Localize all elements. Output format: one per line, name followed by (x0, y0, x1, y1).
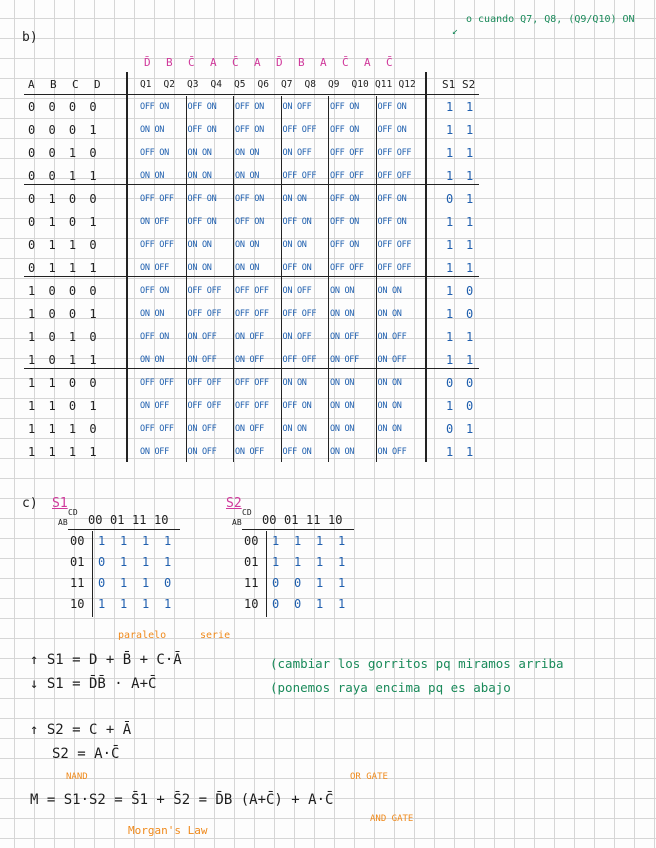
input-bits: 1 1 0 1 (28, 399, 100, 413)
annotation-paralelo: paralelo (118, 630, 167, 641)
q-state-pair: OFF OFF (140, 194, 174, 204)
kmap-row-header: 10 (70, 597, 85, 611)
s2-value: 1 (466, 422, 474, 436)
kmap-cell: 1 (98, 534, 106, 548)
q-state-pair: ON ON (187, 263, 212, 273)
kmap-cell: 1 (98, 597, 106, 611)
q-state-pair: ON OFF (235, 332, 264, 342)
kmap-col-header: 00 (88, 513, 103, 527)
top-label: C̄ (232, 56, 239, 69)
q-state-pair: ON ON (140, 309, 165, 319)
q-state-pair: OFF OFF (330, 148, 364, 158)
q-state-pair: OFF OFF (282, 355, 317, 365)
q-state-pair: ON ON (235, 263, 260, 273)
q-state-pair: OFF OFF (187, 309, 222, 319)
q-header: Q3 (187, 79, 199, 90)
kmap-row-header: 00 (244, 534, 259, 548)
q-state-pair: OFF ON (282, 401, 312, 411)
s1-value: 0 (446, 422, 454, 436)
kmap-cell: 0 (294, 597, 302, 611)
equation-s1-down: ↓ S1 = D̄B̄ · A+C̄ (30, 676, 157, 692)
input-bits: 1 1 0 0 (28, 376, 100, 390)
q-column-divider (233, 96, 234, 462)
q-header: Q9 (328, 79, 340, 90)
input-bits: 0 1 0 0 (28, 192, 100, 206)
s2-value: 0 (466, 399, 474, 413)
note-line-2: (ponemos raya encima pq es abajo (270, 680, 511, 695)
q-state-pair: OFF ON (330, 194, 359, 204)
q-state-pair: ON ON (235, 148, 260, 158)
kmap-col-header: 01 (284, 513, 299, 527)
q-state-pair: OFF ON (235, 217, 264, 227)
q-state-pair: OFF OFF (282, 125, 317, 135)
kmap-header-rule (68, 529, 180, 530)
q-state-pair: ON OFF (187, 447, 217, 457)
kmap-cell: 1 (338, 576, 346, 590)
q-column-divider (328, 96, 329, 462)
q-state-pair: ON ON (282, 424, 307, 434)
s2-value: 1 (466, 215, 474, 229)
q-state-pair: OFF OFF (187, 401, 222, 411)
kmap-cell: 1 (338, 555, 346, 569)
q-state-pair: ON OFF (377, 332, 407, 342)
kmap-cell: 1 (316, 597, 324, 611)
s1-value: 1 (446, 261, 454, 275)
q-header: Q11 (375, 79, 393, 90)
arrow-icon: ↙ (452, 26, 459, 37)
input-bits: 0 1 1 1 (28, 261, 100, 275)
input-header: D (94, 78, 101, 91)
top-label: A (254, 56, 261, 69)
q-state-pair: OFF ON (282, 217, 312, 227)
q-state-pair: ON OFF (330, 355, 359, 365)
input-bits: 0 1 1 0 (28, 238, 100, 252)
q-header: Q12 (398, 79, 416, 90)
q-state-pair: OFF OFF (140, 378, 174, 388)
q-state-pair: OFF ON (140, 332, 169, 342)
annotation-and-gate: AND GATE (370, 814, 414, 824)
kmap-col-header: 11 (306, 513, 321, 527)
q-state-pair: OFF ON (187, 194, 217, 204)
equation-m: M = S1·S2 = S̄1 + S̄2 = D̄B (A+C̄) + A·C̄ (30, 792, 334, 808)
output-header: S2 (462, 78, 476, 91)
q-state-pair: ON ON (187, 171, 212, 181)
table-input-divider (126, 72, 128, 462)
kmap-corner-ab: AB (232, 518, 242, 527)
equation-s2-up: ↑ S2 = C + Ā (30, 722, 132, 738)
kmap-col-header: 10 (328, 513, 343, 527)
s1-value: 1 (446, 284, 454, 298)
q-state-pair: ON OFF (187, 355, 217, 365)
s2-value: 1 (466, 330, 474, 344)
q-state-pair: OFF ON (187, 125, 217, 135)
q-state-pair: ON OFF (187, 332, 217, 342)
note-line-1: (cambiar los gorritos pq miramos arriba (270, 656, 564, 671)
q-column-divider (186, 96, 187, 462)
q-state-pair: ON ON (377, 401, 402, 411)
kmap-row-header: 10 (244, 597, 259, 611)
kmap-cell: 0 (164, 576, 172, 590)
q-header: Q7 (281, 79, 293, 90)
input-header: A (28, 78, 35, 91)
q-state-pair: ON ON (282, 378, 307, 388)
s1-value: 1 (446, 123, 454, 137)
q-state-pair: ON OFF (187, 424, 217, 434)
section-b-label: b) (22, 30, 38, 45)
s2-value: 1 (466, 146, 474, 160)
q-state-pair: OFF ON (140, 102, 169, 112)
q-state-pair: OFF ON (377, 194, 407, 204)
q-state-pair: ON OFF (235, 355, 264, 365)
kmap-cell: 1 (316, 534, 324, 548)
q-state-pair: OFF ON (330, 125, 359, 135)
q-state-pair: OFF ON (235, 102, 264, 112)
s2-value: 0 (466, 307, 474, 321)
q-state-pair: OFF ON (140, 286, 169, 296)
q-state-pair: OFF ON (187, 102, 217, 112)
q-state-pair: ON ON (140, 125, 165, 135)
s1-value: 1 (446, 215, 454, 229)
top-label: A (364, 56, 371, 69)
q-state-pair: ON OFF (282, 286, 312, 296)
q-state-pair: OFF OFF (330, 171, 364, 181)
q-state-pair: ON ON (377, 424, 402, 434)
input-bits: 1 0 1 1 (28, 353, 100, 367)
q-state-pair: ON ON (235, 240, 260, 250)
s1-value: 1 (446, 169, 454, 183)
top-label: A (210, 56, 217, 69)
q-column-divider (376, 96, 377, 462)
q-state-pair: ON ON (377, 286, 402, 296)
q-state-pair: OFF ON (330, 240, 359, 250)
kmap-cell: 0 (98, 555, 106, 569)
q-state-pair: OFF OFF (235, 286, 269, 296)
q-state-pair: ON ON (330, 401, 355, 411)
kmap-cell: 1 (164, 555, 172, 569)
kmap-title: S2 (226, 496, 242, 511)
top-label: C̄ (188, 56, 195, 69)
kmap-side-rule (92, 531, 93, 617)
input-bits: 0 0 1 1 (28, 169, 100, 183)
top-label: A (320, 56, 327, 69)
q-state-pair: OFF ON (330, 102, 359, 112)
q-state-pair: OFF OFF (282, 171, 317, 181)
q-header: Q5 (234, 79, 246, 90)
s2-value: 0 (466, 284, 474, 298)
q-header: Q10 (351, 79, 369, 90)
s1-value: 0 (446, 192, 454, 206)
input-header: B (50, 78, 57, 91)
input-bits: 1 0 0 0 (28, 284, 100, 298)
q-state-pair: ON ON (330, 286, 355, 296)
q-state-pair: OFF OFF (282, 309, 317, 319)
s1-value: 1 (446, 238, 454, 252)
s1-value: 1 (446, 330, 454, 344)
section-c-label: c) (22, 496, 38, 511)
table-output-divider (425, 72, 427, 462)
q-state-pair: OFF OFF (377, 263, 412, 273)
kmap-cell: 1 (338, 534, 346, 548)
s2-value: 0 (466, 376, 474, 390)
q-header: Q6 (257, 79, 269, 90)
q-state-pair: OFF OFF (377, 171, 412, 181)
q-state-pair: ON ON (330, 424, 355, 434)
q-header: Q2 (163, 79, 175, 90)
q-state-pair: OFF OFF (377, 240, 412, 250)
s1-value: 1 (446, 307, 454, 321)
output-header: S1 (442, 78, 456, 91)
top-label: B (166, 56, 173, 69)
s2-value: 1 (466, 100, 474, 114)
q-column-divider (281, 96, 282, 462)
q-state-pair: OFF OFF (235, 401, 269, 411)
q-state-pair: OFF OFF (187, 378, 222, 388)
annotation-or-gate: OR GATE (350, 772, 388, 782)
q-state-pair: OFF OFF (330, 263, 364, 273)
s1-value: 0 (446, 376, 454, 390)
q-state-pair: ON ON (140, 355, 165, 365)
q-state-pair: ON OFF (377, 355, 407, 365)
kmap-row-header: 11 (244, 576, 259, 590)
q-state-pair: OFF ON (235, 125, 264, 135)
input-bits: 1 0 1 0 (28, 330, 100, 344)
q-state-pair: ON ON (330, 447, 355, 457)
top-label: C̄ (342, 56, 349, 69)
input-bits: 0 0 0 0 (28, 100, 100, 114)
q-state-pair: OFF ON (377, 102, 407, 112)
kmap-cell: 1 (316, 576, 324, 590)
q-state-pair: OFF ON (187, 217, 217, 227)
q-header: Q4 (210, 79, 222, 90)
kmap-cell: 1 (120, 576, 128, 590)
equation-s1-up: ↑ S1 = D + B̄ + C·Ā (30, 652, 182, 668)
kmap-row-header: 00 (70, 534, 85, 548)
kmap-cell: 1 (142, 555, 150, 569)
kmap-title: S1 (52, 496, 68, 511)
q-header: Q8 (304, 79, 316, 90)
kmap-corner-cd: CD (68, 508, 78, 517)
s1-value: 1 (446, 445, 454, 459)
kmap-corner-cd: CD (242, 508, 252, 517)
q-state-pair: ON ON (187, 148, 212, 158)
kmap-cell: 0 (294, 576, 302, 590)
table-header-rule (24, 94, 479, 95)
top-label: B (298, 56, 305, 69)
q-state-pair: OFF OFF (235, 309, 269, 319)
q-state-pair: OFF ON (282, 263, 312, 273)
group-rule-2 (24, 276, 479, 277)
q-state-pair: ON OFF (140, 447, 169, 457)
s2-value: 1 (466, 353, 474, 367)
q-state-pair: OFF OFF (377, 148, 412, 158)
top-label: C̄ (386, 56, 393, 69)
q-state-pair: ON OFF (330, 332, 359, 342)
s2-value: 1 (466, 123, 474, 137)
q-state-pair: ON ON (140, 171, 165, 181)
q-state-pair: ON OFF (282, 148, 312, 158)
input-bits: 0 0 0 1 (28, 123, 100, 137)
input-bits: 1 1 1 0 (28, 422, 100, 436)
kmap-cell: 1 (120, 534, 128, 548)
note-annotation: o cuando Q7, Q8, (Q9/Q10) ON (466, 14, 635, 25)
kmap-side-rule (266, 531, 267, 617)
s1-value: 1 (446, 100, 454, 114)
kmap-cell: 1 (272, 534, 280, 548)
q-state-pair: ON OFF (377, 447, 407, 457)
kmap-cell: 0 (272, 597, 280, 611)
group-rule-3 (24, 368, 479, 369)
input-bits: 0 1 0 1 (28, 215, 100, 229)
annotation-nand: NAND (66, 772, 88, 782)
kmap-row-header: 11 (70, 576, 85, 590)
kmap-header-rule (242, 529, 354, 530)
q-state-pair: ON ON (377, 309, 402, 319)
kmap-row-header: 01 (244, 555, 259, 569)
s1-value: 1 (446, 146, 454, 160)
kmap-cell: 1 (164, 534, 172, 548)
q-state-pair: ON OFF (282, 332, 312, 342)
s1-value: 1 (446, 353, 454, 367)
q-state-pair: ON OFF (235, 447, 264, 457)
input-header: C (72, 78, 79, 91)
q-state-pair: ON ON (330, 309, 355, 319)
top-label: D̄ (144, 56, 151, 69)
kmap-cell: 1 (142, 597, 150, 611)
kmap-cell: 1 (142, 576, 150, 590)
kmap-col-header: 10 (154, 513, 169, 527)
q-header: Q1 (140, 79, 152, 90)
q-state-pair: ON ON (377, 378, 402, 388)
q-state-pair: ON ON (282, 194, 307, 204)
q-state-pair: OFF OFF (187, 286, 222, 296)
kmap-cell: 0 (98, 576, 106, 590)
equation-s2-down: S2 = A·C̄ (52, 746, 120, 762)
annotation-serie: serie (200, 630, 231, 641)
kmap-cell: 1 (316, 555, 324, 569)
q-state-pair: OFF ON (377, 125, 407, 135)
group-rule-1 (24, 184, 479, 185)
kmap-cell: 1 (120, 555, 128, 569)
q-state-pair: ON ON (235, 171, 260, 181)
kmap-col-header: 00 (262, 513, 277, 527)
kmap-cell: 1 (142, 534, 150, 548)
s2-value: 1 (466, 169, 474, 183)
kmap-cell: 1 (294, 534, 302, 548)
q-state-pair: OFF ON (330, 217, 359, 227)
input-bits: 1 1 1 1 (28, 445, 100, 459)
s2-value: 1 (466, 261, 474, 275)
q-state-pair: OFF OFF (235, 378, 269, 388)
kmap-row-header: 01 (70, 555, 85, 569)
s2-value: 1 (466, 445, 474, 459)
q-state-pair: OFF ON (282, 447, 312, 457)
q-state-pair: OFF ON (140, 148, 169, 158)
annotation-morgans-law: Morgan's Law (128, 824, 208, 837)
q-state-pair: ON ON (330, 378, 355, 388)
q-state-pair: ON OFF (140, 217, 169, 227)
q-state-pair: OFF OFF (140, 424, 174, 434)
q-state-pair: ON ON (282, 240, 307, 250)
q-state-pair: ON ON (187, 240, 212, 250)
kmap-cell: 0 (272, 576, 280, 590)
kmap-cell: 1 (164, 597, 172, 611)
kmap-col-header: 11 (132, 513, 147, 527)
s1-value: 1 (446, 399, 454, 413)
s2-value: 1 (466, 238, 474, 252)
q-state-pair: OFF ON (377, 217, 407, 227)
kmap-cell: 1 (120, 597, 128, 611)
kmap-corner-ab: AB (58, 518, 68, 527)
input-bits: 0 0 1 0 (28, 146, 100, 160)
kmap-cell: 1 (272, 555, 280, 569)
q-state-pair: ON OFF (140, 401, 169, 411)
q-state-pair: ON OFF (140, 263, 169, 273)
kmap-cell: 1 (338, 597, 346, 611)
kmap-cell: 1 (294, 555, 302, 569)
q-state-pair: ON OFF (235, 424, 264, 434)
kmap-col-header: 01 (110, 513, 125, 527)
q-state-pair: OFF ON (235, 194, 264, 204)
q-state-pair: ON OFF (282, 102, 312, 112)
top-label: D̄ (276, 56, 283, 69)
q-state-pair: OFF OFF (140, 240, 174, 250)
input-bits: 1 0 0 1 (28, 307, 100, 321)
s2-value: 1 (466, 192, 474, 206)
